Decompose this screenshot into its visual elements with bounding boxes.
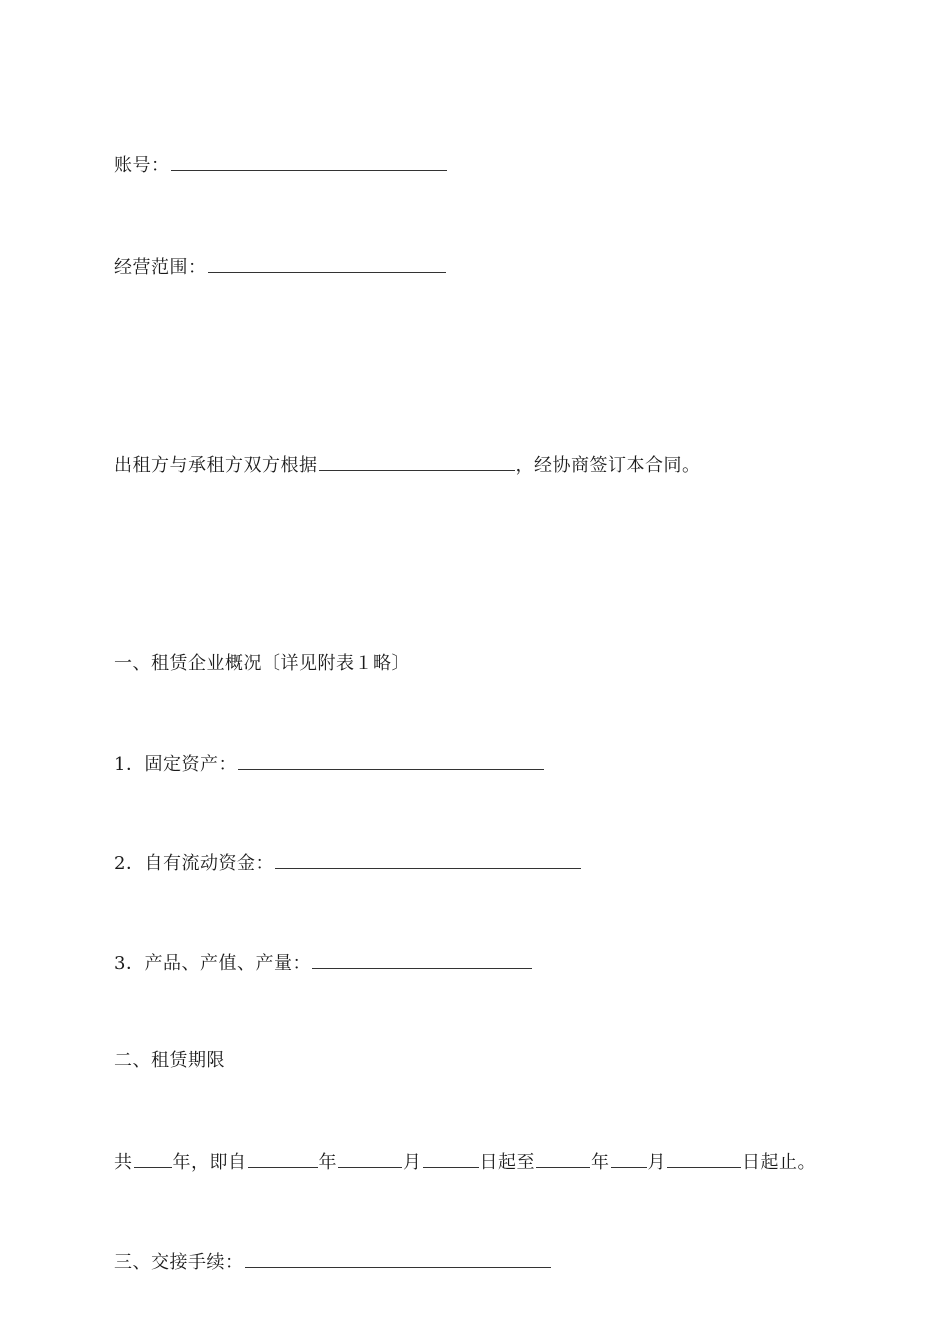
start-year-blank[interactable]: [248, 1149, 318, 1168]
section3-line: [114, 1249, 552, 1275]
intro-line: [114, 452, 701, 478]
working-capital-blank[interactable]: [275, 850, 581, 869]
start-month-blank[interactable]: [338, 1149, 402, 1168]
account-blank[interactable]: [171, 152, 447, 171]
end-year-blank[interactable]: [536, 1149, 590, 1168]
section2-title-text: 二、租赁期限: [114, 1050, 225, 1071]
item3-line: [114, 950, 533, 976]
account-label: 账号：: [114, 155, 170, 176]
term-years-text: 年，即自: [172, 1152, 247, 1173]
working-capital-label: 2．自有流动资金：: [114, 853, 274, 874]
item1-line: [114, 751, 545, 777]
start-month-text: 月: [403, 1152, 422, 1173]
intro-prefix: 出租方与承租方双方根据: [114, 455, 318, 476]
business-scope-line: [114, 254, 447, 280]
section1-title-text: 一、租赁企业概况〔详见附表１略〕: [114, 653, 410, 674]
end-year-text: 年: [591, 1152, 610, 1173]
end-month-text: 月: [647, 1152, 666, 1173]
end-day-blank[interactable]: [667, 1149, 741, 1168]
term-total-text: 共: [114, 1152, 133, 1173]
start-day-text: 日起至: [479, 1152, 535, 1173]
term-years-blank[interactable]: [134, 1149, 172, 1168]
handover-blank[interactable]: [245, 1249, 551, 1268]
intro-basis-blank[interactable]: [319, 452, 515, 471]
fixed-assets-label: 1．固定资产：: [114, 754, 237, 775]
section2-title: [114, 1049, 225, 1073]
handover-label: 三、交接手续：: [114, 1252, 244, 1273]
item2-line: [114, 850, 582, 876]
business-scope-label: 经营范围：: [114, 257, 207, 278]
intro-suffix: ，经协商签订本合同。: [515, 455, 701, 476]
term-line: [114, 1149, 816, 1175]
products-label: 3．产品、产值、产量：: [114, 953, 311, 974]
account-line: [114, 152, 448, 178]
start-day-blank[interactable]: [423, 1149, 479, 1168]
business-scope-blank[interactable]: [208, 254, 446, 273]
products-blank[interactable]: [312, 950, 532, 969]
fixed-assets-blank[interactable]: [238, 751, 544, 770]
end-day-text: 日起止。: [742, 1152, 816, 1173]
start-year-text: 年: [318, 1152, 337, 1173]
end-month-blank[interactable]: [611, 1149, 647, 1168]
section1-title: [114, 652, 410, 676]
